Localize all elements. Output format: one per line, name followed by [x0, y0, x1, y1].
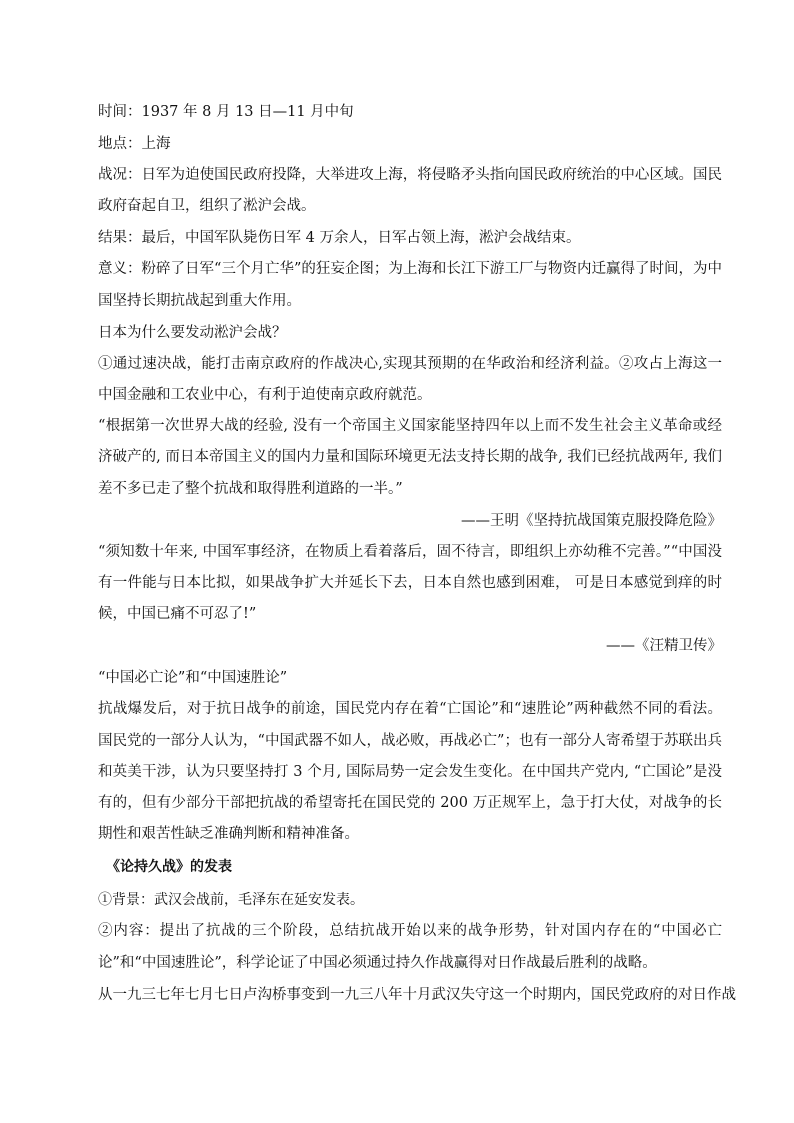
question-line: 日本为什么要发动淞沪会战？ — [98, 324, 287, 341]
background-line: ①背景：武汉会战前，毛泽东在延安发表。 — [98, 892, 364, 909]
final-line: 从一九三七年七月七日卢沟桥事变到一九三八年十月武汉失守这一个时期内，国民党政府的对日作战 — [98, 986, 736, 1003]
result-line: 结果：最后，中国军队毙伤日军 4 万余人，日军占领上海，淞沪会战结束。 — [98, 230, 581, 247]
section-heading: 《论持久战》的发表 — [106, 859, 232, 876]
document-page — [98, 96, 736, 1011]
wang-jingwei-quote: “须知数十年来, 中国军事经济，在物质上看着落后，固不待言，即组织上亦幼稚不完善。”“中国没有一件能与日本比拟，如果战争扩大并延长下去，日本自然也感到困难， 可是日本感觉到痒的时候，中国已痛不可忍了!” — [98, 543, 722, 623]
situation-paragraph: 战况：日军为迫使国民政府投降，大举进攻上海，将侵略矛头指向国民政府统治的中心区域。国民政府奋起自卫，组织了淞沪会战。 — [98, 167, 722, 215]
place-line: 地点：上海 — [98, 136, 171, 152]
content-paragraph: ②内容：提出了抗战的三个阶段，总结抗战开始以来的战争形势，针对国内存在的“中国必亡论”和“中国速胜论”，科学论证了中国必须通过持久作战赢得对日作战最后胜利的战略。 — [98, 923, 722, 971]
theory-paragraph: 抗战爆发后，对于抗日战争的前途，国民党内存在着“亡国论”和“速胜论”两种截然不同的看法。国民党的一部分人认为，“中国武器不如人，战必败，再战必亡”；也有一部分人寄希望于苏联出兵和英美干涉，认为只要坚持打 3 个月, 国际局势一定会发生变化。在中国共产党内, “亡国论”是没有的，但有少部分干部把抗战的希望寄托在国民党的 200 万正规军上，急于打大仗，对战争的长期性和艰苦性缺乏准确判断和精神准备。 — [98, 701, 722, 843]
time-line: 时间：1937 年 8 月 13 日—11 月中旬 — [98, 104, 354, 120]
wang-ming-quote: “根据第一次世界大战的经验, 没有一个帝国主义国家能坚持四年以上而不发生社会主义革命或经济破产的, 而日本帝国主义的国内力量和国际环境更无法支持长期的战争, 我们已经抗战两年, 我们差不多已走了整个抗战和取得胜利道路的一半。” — [98, 418, 722, 497]
wang-ming-source: ——王明《坚持抗战国策克服投降危险》 — [461, 512, 722, 529]
answer-paragraph: ①通过速决战，能打击南京政府的作战决心,实现其预期的在华政治和经济利益。②攻占上海这一中国金融和工农业中心，有利于迫使南京政府就范。 — [98, 355, 722, 404]
wang-jingwei-source: ——《汪精卫传》 — [606, 638, 722, 655]
theory-title: “中国必亡论”和“中国速胜论” — [98, 670, 288, 687]
significance-paragraph: 意义：粉碎了日军“三个月亡华”的狂妄企图；为上海和长江下游工厂与物资内迁赢得了时间，为中国坚持长期抗战起到重大作用。 — [98, 261, 722, 309]
